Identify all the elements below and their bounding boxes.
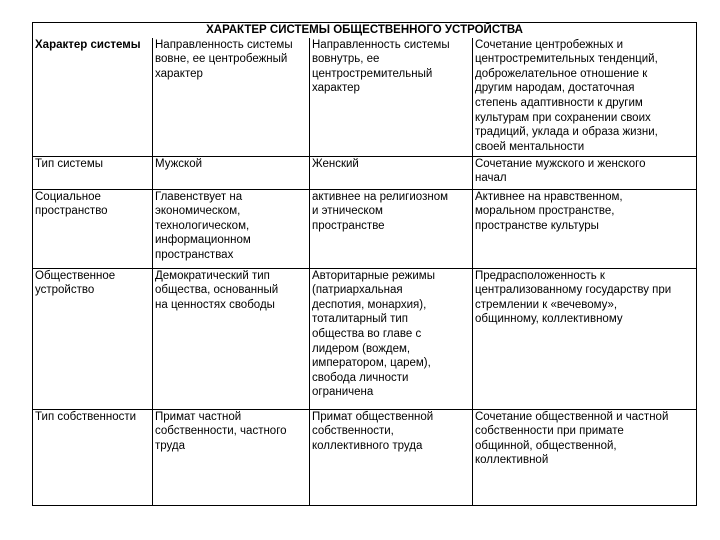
table-cell: активнее на религиозном и этническом пространстве	[310, 189, 473, 268]
row-label: Тип собственности	[33, 409, 153, 505]
header-col-combined: Сочетание центробежных и центростремительных тенденций, доброжелательное отношение к другим народам, достаточная степень адаптивности к другим культурам при сохранении своих традиций, уклада и образа жизни, своей ментальности	[473, 38, 697, 157]
table-cell: Сочетание общественной и частной собственности при примате общинной, общественной, коллективной	[473, 409, 697, 505]
table-cell: Мужской	[153, 156, 310, 189]
table-cell: Активнее на нравственном, моральном пространстве, пространстве культуры	[473, 189, 697, 268]
social-system-table	[32, 22, 697, 506]
header-col-centripetal: Направленность системы вовнутрь, ее центростремительный характер	[310, 38, 473, 157]
table-cell: Предрасположенность к централизованному государству при стремлении к «вечевому», общинному, коллективному	[473, 268, 697, 409]
table-row-property-type	[33, 409, 697, 505]
table-title: ХАРАКТЕР СИСТЕМЫ ОБЩЕСТВЕННОГО УСТРОЙСТВА	[33, 23, 697, 38]
row-label: Общественное устройство	[33, 268, 153, 409]
row-label: Социальное пространство	[33, 189, 153, 268]
table-cell: Примат общественной собственности, коллективного труда	[310, 409, 473, 505]
header-label: Характер системы	[33, 38, 153, 157]
table-cell: Сочетание мужского и женского начал	[473, 156, 697, 189]
table-header-row	[33, 38, 697, 157]
table-row-social-space	[33, 189, 697, 268]
table-cell: Женский	[310, 156, 473, 189]
table-row-social-order	[33, 268, 697, 409]
table-title-row	[33, 23, 697, 38]
table-cell: Демократический тип общества, основанный на ценностях свободы	[153, 268, 310, 409]
header-col-centrifugal: Направленность системы вовне, ее центробежный характер	[153, 38, 310, 157]
table-cell: Авторитарные режимы (патриархальная деспотия, монархия), тоталитарный тип общества во главе с лидером (вождем, императором, царем), свобода личности ограничена	[310, 268, 473, 409]
table-row-system-type	[33, 156, 697, 189]
table-cell: Главенствует на экономическом, технологическом, информационном пространствах	[153, 189, 310, 268]
table-cell: Примат частной собственности, частного труда	[153, 409, 310, 505]
row-label: Тип системы	[33, 156, 153, 189]
